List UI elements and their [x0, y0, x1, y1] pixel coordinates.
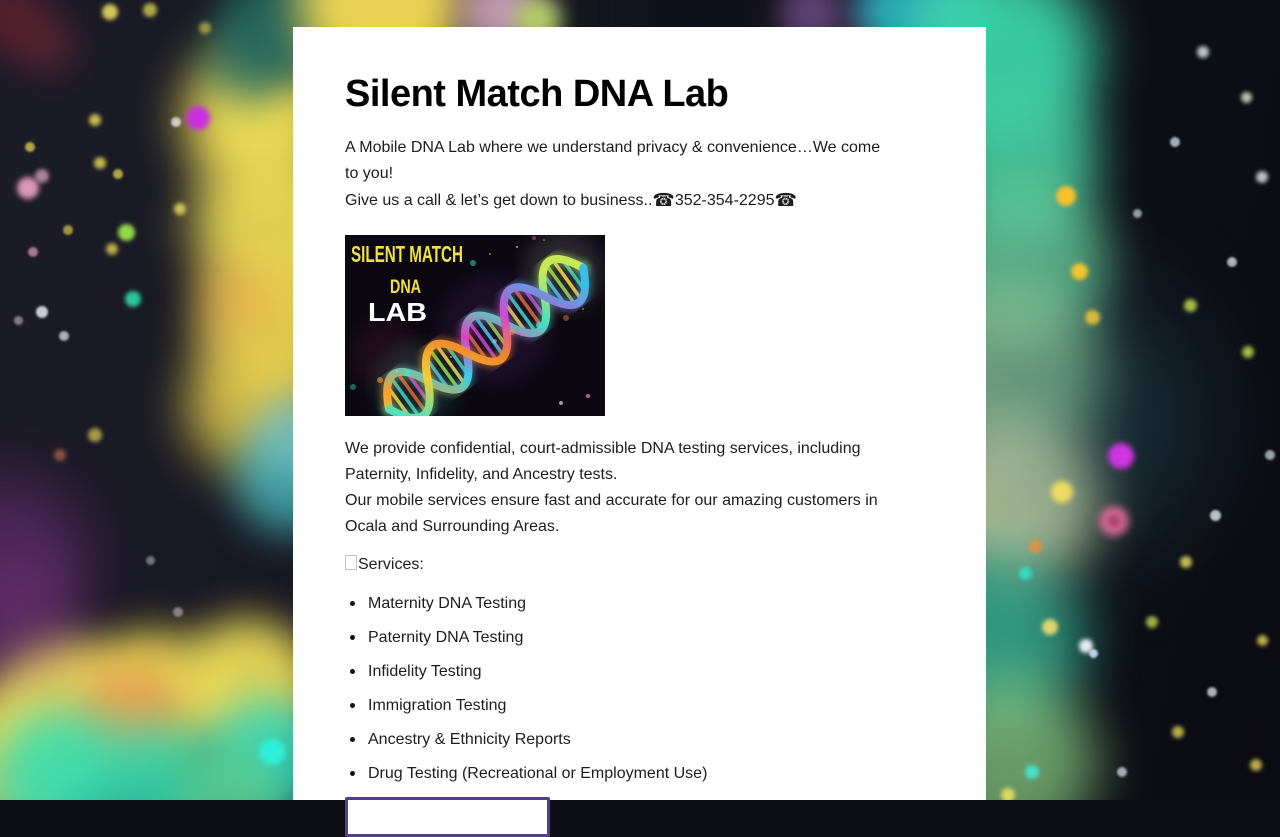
- about-line-4: Ocala and Surrounding Areas.: [345, 518, 560, 535]
- about-line-1: We provide confidential, court-admissible DNA testing services, including: [345, 440, 861, 457]
- background-blob: [200, 260, 280, 340]
- background-blob: [1001, 788, 1015, 800]
- background-blob: [1085, 310, 1100, 325]
- intro-line-1: A Mobile DNA Lab where we understand privacy & convenience…We come: [345, 139, 881, 156]
- phone-number: 352-354-2295: [674, 192, 775, 209]
- cta-button[interactable]: [345, 797, 550, 837]
- phone-line: [345, 187, 925, 214]
- background-blob: [36, 306, 48, 318]
- background-blob: [1210, 510, 1221, 521]
- background-blob: [102, 4, 118, 20]
- logo-text-line3: LAB: [368, 297, 427, 327]
- services-list: [345, 591, 925, 787]
- background-blob: [199, 22, 211, 34]
- about-line-3: Our mobile services ensure fast and accurate for our amazing customers in: [345, 492, 878, 509]
- background-blob: [1184, 299, 1197, 312]
- background-blob: [1170, 137, 1180, 147]
- background-blob: [25, 142, 35, 152]
- background-blob: [1241, 92, 1252, 103]
- page-title: Silent Match DNA Lab: [345, 73, 729, 115]
- logo-text-line2: DNA: [390, 277, 422, 298]
- background-blob: [1089, 649, 1098, 658]
- service-item: Immigration Testing: [345, 693, 925, 719]
- background-blob: [28, 247, 38, 257]
- background-blob: [113, 169, 123, 179]
- background-blob: [1056, 186, 1076, 206]
- background-blob: [205, 15, 295, 105]
- background-blob: [174, 203, 186, 215]
- dna-logo-image: [345, 235, 605, 416]
- background-blob: [94, 157, 106, 169]
- background-blob: [1108, 515, 1120, 527]
- background-blob: [1025, 765, 1039, 779]
- call-prefix: Give us a call & let’s get down to business..: [345, 192, 653, 209]
- intro-line-2: to you!: [345, 165, 394, 182]
- background-blob: [1051, 481, 1073, 503]
- background-blob: [1172, 726, 1184, 738]
- background-blob: [143, 3, 157, 17]
- background-blob: [89, 114, 101, 126]
- background-blob: [173, 607, 183, 617]
- background-blob: [1146, 616, 1158, 628]
- background-blob: [1250, 759, 1262, 771]
- content-card: [293, 27, 986, 800]
- background-blob: [35, 169, 49, 183]
- background-blob: [1019, 567, 1032, 580]
- services-heading-label: Services:: [358, 556, 424, 573]
- background-blob: [106, 243, 118, 255]
- background-blob: [125, 291, 141, 307]
- service-item: Paternity DNA Testing: [345, 625, 925, 651]
- background-blob: [1029, 540, 1042, 553]
- background-blob: [146, 556, 155, 565]
- service-item: Infidelity Testing: [345, 659, 925, 685]
- background-blob: [186, 106, 210, 130]
- background-blob: [118, 224, 135, 241]
- background-blob: [1133, 209, 1142, 218]
- background-blob: [1257, 635, 1268, 646]
- background-blob: [1108, 443, 1134, 469]
- background-blob: [1242, 346, 1254, 358]
- background-blob: [1180, 556, 1192, 568]
- logo-text-line1: SILENT MATCH: [351, 241, 463, 267]
- services-heading: [345, 552, 925, 578]
- background-blob: [1117, 767, 1127, 777]
- background-blob: [1256, 171, 1268, 183]
- phone-icon: ☎: [652, 190, 675, 210]
- intro-paragraph: [345, 135, 925, 214]
- background-blob: [88, 428, 102, 442]
- background-blob: [18, 16, 78, 76]
- background-blob: [1071, 263, 1088, 280]
- missing-glyph-box: [345, 555, 357, 570]
- background-blob: [171, 117, 181, 127]
- about-paragraph: [345, 436, 925, 540]
- service-item: Drug Testing (Recreational or Employment Use): [345, 761, 925, 787]
- background-blob: [1227, 257, 1237, 267]
- background-blob: [259, 739, 285, 765]
- service-item: Ancestry & Ethnicity Reports: [345, 727, 925, 753]
- background-blob: [1042, 619, 1058, 635]
- phone-icon: ☎: [774, 190, 797, 210]
- background-blob: [1207, 687, 1217, 697]
- background-blob: [59, 331, 69, 341]
- background-blob: [63, 225, 73, 235]
- background-blob: [54, 449, 66, 461]
- background-blob: [1265, 450, 1275, 460]
- background-blob: [1197, 46, 1209, 58]
- service-item: Maternity DNA Testing: [345, 591, 925, 617]
- background-blob: [14, 316, 23, 325]
- about-line-2: Paternity, Infidelity, and Ancestry tests.: [345, 466, 618, 483]
